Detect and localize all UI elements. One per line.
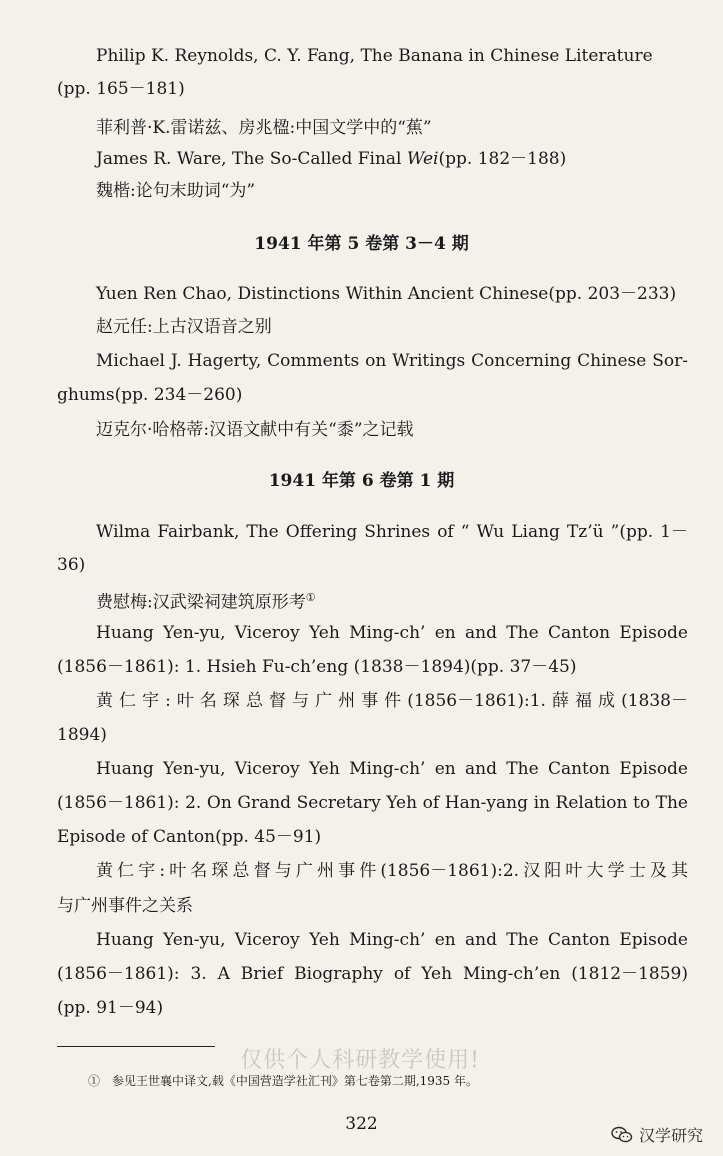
entry-huang3-subtitle: (1856－1861): 3. A Brief Biography of Yeh Ming-ch’en (1812－1859) bbox=[57, 964, 688, 984]
footnote-divider bbox=[57, 1046, 215, 1047]
entry-reynolds-pages: (pp. 165－181) bbox=[57, 79, 185, 99]
entry-huang2-chinese-cont: 与广州事件之关系 bbox=[57, 896, 193, 916]
entry-ware-chinese: 魏楷:论句末助词“为” bbox=[96, 181, 256, 201]
entry-huang3-pages: (pp. 91－94) bbox=[57, 998, 164, 1018]
entry-ware-title-main: James R. Ware, The So-Called Final bbox=[96, 149, 407, 169]
entry-huang1-chinese-cont: 1894) bbox=[57, 725, 107, 745]
footnote-marker: ① bbox=[305, 591, 316, 604]
entry-fairbank-chinese-text: 费慰梅:汉武梁祠建筑原形考 bbox=[96, 592, 306, 613]
entry-chao-chinese: 赵元任:上古汉语音之别 bbox=[96, 317, 272, 337]
entry-ware-title-italic: Wei bbox=[406, 149, 439, 169]
entry-huang2-chinese: 黄仁宇:叶名琛总督与广州事件(1856－1861):2.汉阳叶大学士及其 bbox=[96, 861, 688, 881]
entry-huang3-title: Huang Yen-yu, Viceroy Yeh Ming-ch’ en and The Canton Episode bbox=[96, 930, 688, 950]
entry-hagerty-pages: ghums(pp. 234－260) bbox=[57, 385, 243, 405]
entry-hagerty-chinese: 迈克尔·哈格蒂:汉语文献中有关“黍”之记载 bbox=[96, 420, 414, 440]
brand-watermark bbox=[611, 1123, 703, 1146]
entry-huang1-subtitle: (1856－1861): 1. Hsieh Fu-ch’eng (1838－1894)(pp. 37－45) bbox=[57, 657, 577, 677]
entry-chao-title: Yuen Ren Chao, Distinctions Within Ancient Chinese(pp. 203－233) bbox=[96, 284, 677, 304]
entry-ware-title bbox=[96, 148, 688, 170]
entry-fairbank-title: Wilma Fairbank, The Offering Shrines of “ Wu Liang Tz’ü ”(pp. 1－ bbox=[96, 522, 688, 542]
footnote: ① 参见王世襄中译文,载《中国营造学社汇刊》第七卷第二期,1935 年。 bbox=[88, 1074, 478, 1088]
entry-huang2-subtitle: (1856－1861): 2. On Grand Secretary Yeh of Han-yang in Relation to The bbox=[57, 793, 688, 813]
entry-hagerty-title: Michael J. Hagerty, Comments on Writings Concerning Chinese Sor- bbox=[96, 351, 688, 371]
watermark: 仅供个人科研教学使用! bbox=[240, 1048, 480, 1073]
entry-reynolds-title: Philip K. Reynolds, C. Y. Fang, The Banana in Chinese Literature bbox=[96, 46, 653, 66]
issue-heading-6-1: 1941 年第 6 卷第 1 期 bbox=[268, 471, 455, 491]
entry-fairbank-pages: 36) bbox=[57, 555, 86, 575]
page-number: 322 bbox=[345, 1114, 378, 1134]
entry-huang1-chinese: 黄仁宇:叶名琛总督与广州事件(1856－1861):1.薛福成(1838－ bbox=[96, 691, 688, 711]
entry-reynolds-chinese: 菲利普·K.雷诺兹、房兆楹:中国文学中的“蕉” bbox=[96, 118, 432, 138]
brand-name: 汉学研究 bbox=[638, 1126, 703, 1145]
wechat-icon bbox=[611, 1126, 633, 1144]
entry-fairbank-chinese bbox=[96, 587, 688, 614]
entry-ware-pages: (pp. 182－188) bbox=[438, 149, 567, 169]
entry-huang2-title: Huang Yen-yu, Viceroy Yeh Ming-ch’ en and The Canton Episode bbox=[96, 759, 688, 779]
entry-huang1-title: Huang Yen-yu, Viceroy Yeh Ming-ch’ en and The Canton Episode bbox=[96, 623, 688, 643]
issue-heading-5-3-4: 1941 年第 5 卷第 3－4 期 bbox=[254, 234, 469, 254]
entry-huang2-pages: Episode of Canton(pp. 45－91) bbox=[57, 827, 322, 847]
